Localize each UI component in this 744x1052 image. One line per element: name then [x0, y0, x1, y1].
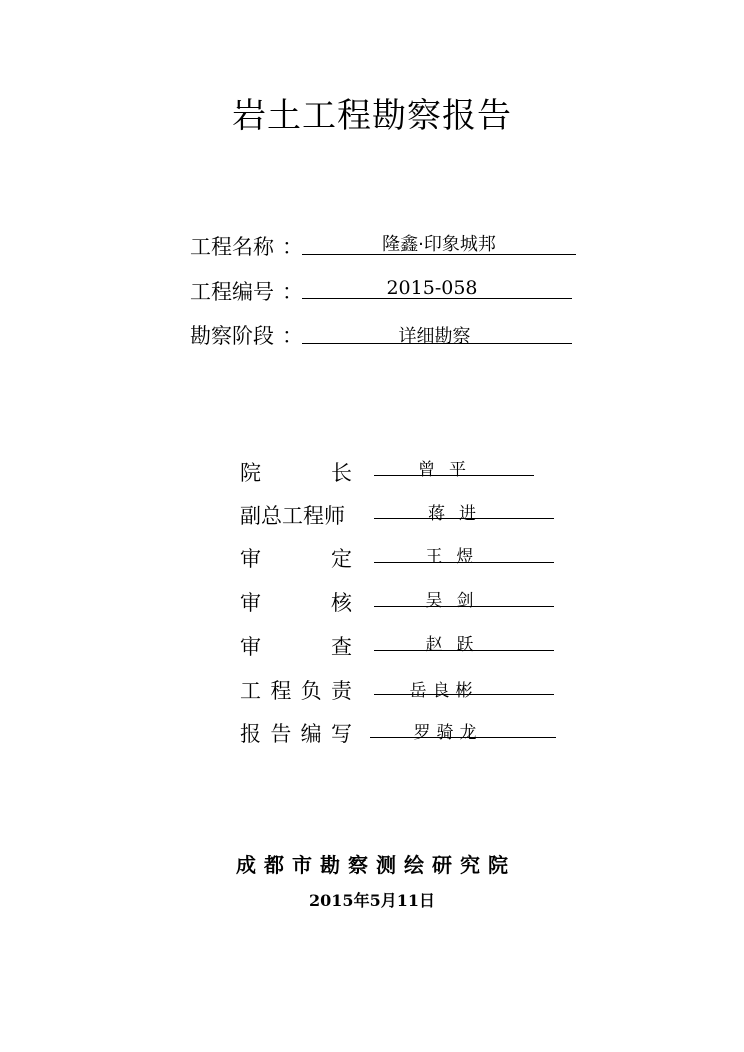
- project-name-label: 工程名称: [190, 235, 274, 259]
- institution-name: 成都市勘察测绘研究院: [236, 853, 516, 877]
- report-title: 岩土工程勘察报告: [232, 96, 512, 136]
- role-label-deputy-chief-engineer: 副总工程师: [240, 504, 345, 528]
- project-number-colon: ：: [282, 280, 303, 304]
- project-name-value: 隆鑫·印象城邦: [382, 234, 496, 255]
- report-date: 2015年5月11日: [309, 891, 435, 910]
- survey-stage-colon: ：: [282, 324, 303, 348]
- role-name-review: 吴剑: [425, 591, 488, 611]
- project-number-value: 2015-058: [386, 277, 478, 299]
- role-label-review: 审 核: [240, 591, 352, 615]
- role-label-report-author: 报 告 编 写: [240, 722, 352, 746]
- role-name-project-lead: 岳良彬: [409, 681, 479, 701]
- role-name-deputy-chief-engineer: 蒋进: [428, 504, 490, 524]
- project-number-label: 工程编号: [190, 280, 274, 304]
- project-name-colon: ：: [282, 235, 303, 259]
- role-name-president: 曾平: [418, 460, 480, 480]
- role-name-check: 赵跃: [425, 635, 488, 655]
- survey-stage-label: 勘察阶段: [190, 324, 274, 348]
- survey-stage-value: 详细勘察: [398, 326, 471, 347]
- role-name-report-author: 罗骑龙: [413, 723, 483, 743]
- role-label-approval: 审 定: [240, 547, 352, 571]
- role-name-approval: 王煜: [425, 547, 488, 567]
- role-label-check: 审 查: [240, 635, 352, 659]
- role-label-president: 院 长: [240, 461, 352, 485]
- role-label-project-lead: 工 程 负 责: [240, 679, 352, 703]
